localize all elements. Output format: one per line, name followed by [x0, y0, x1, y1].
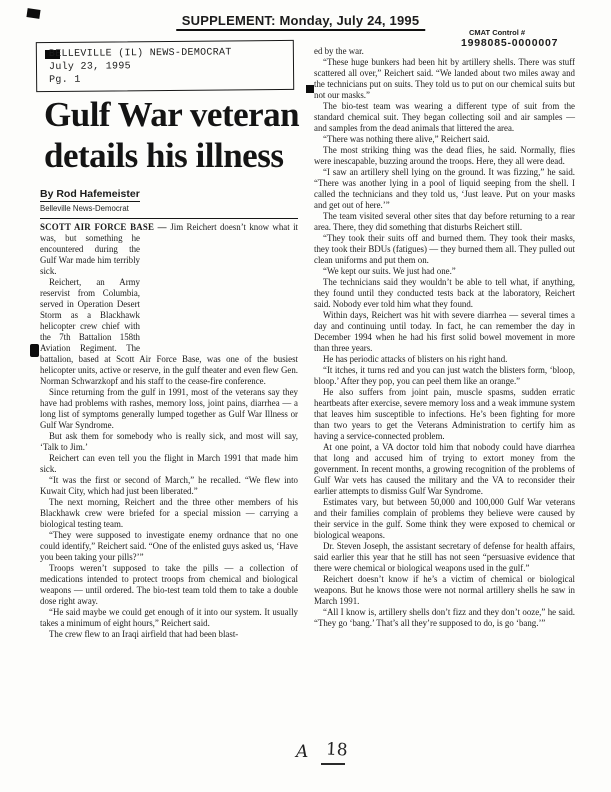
article-paragraph: But ask them for somebody who is really sick, and most will say, ‘Talk to Jim.’ [40, 431, 298, 452]
article-paragraph: “They were supposed to investigate enemy ordnance that no one could identify,” Reichert said. “One of the enlisted guys asked us, ‘Have you been taking your pills?’” [40, 530, 298, 562]
article-paragraph: The most striking thing was the dead flies, he said. Normally, flies were inescapable, buzzing around the troops. Here, they all were dead. [314, 145, 575, 166]
cmat-control-label: CMAT Control # [469, 28, 526, 37]
article-paragraph: The technicians said they wouldn’t be able to tell what, if anything, they found until they conducted tests back at the laboratory, Reichert said. Nobody ever told him what they found. [314, 277, 575, 309]
source-publication: BELLEVILLE (IL) NEWS-DEMOCRAT [48, 47, 232, 61]
article-paragraph: Reichert can even tell you the flight in March 1991 that made him sick. [40, 453, 298, 474]
article-paragraph: Troops weren’t supposed to take the pills — a collection of medications intended to protect troops from chemical and biological weapons — until ordered. The bio-test team told them to take a double dose right away. [40, 563, 298, 606]
article-paragraph: The crew flew to an Iraqi airfield that had been blast- [49, 629, 239, 639]
article-paragraph: Reichert, an Army reservist from Columbia, served in Operation Desert Storm as a Blackhawk helicopter crew chief with the 7th Battalion 158th Aviation Regiment. The battalion, based at Scott Air Force Base, was one of the busiest helicopter units, active or reserve, in the gulf theater and even flew Gen. Norman Schwarzkopf and his staff to the cease-fire conference. [40, 277, 298, 386]
article-paragraph: “All I know is, artillery shells don’t fizz and they don’t ooze,” he said. “They go ‘bang.’ That’s all they’re supposed to do, is go ‘bang.’” [314, 607, 575, 628]
article-paragraph: The bio-test team was wearing a different type of suit from the standard chemical suit. They began collecting soil and air samples — and samples from the dead animals that littered the area. [314, 101, 575, 133]
dateline: SCOTT AIR FORCE BASE — [40, 222, 171, 232]
article-column-right [314, 46, 575, 629]
article-paragraph: Estimates vary, but between 50,000 and 100,000 Gulf War veterans and their families complain of problems they believe were caused by their service in the gulf. Some think they were exposed to chemical or biological weapons. [314, 497, 575, 540]
article-paragraph: Reichert doesn’t know if he’s a victim of chemical or biological weapons. But he knows those were not normal artillery shells he saw in March 1991. [314, 574, 575, 606]
byline-credit: Belleville News-Democrat [40, 204, 129, 213]
source-date: July 23, 1995 [48, 61, 131, 74]
lead-text-rest: was, but something he encountered during the Gulf War made him terribly sick. [40, 233, 140, 276]
article-paragraph: The team visited several other sites that day before returning to a rear area. There, they did something that disturbs Reichert still. [314, 211, 575, 232]
article-paragraph: Since returning from the gulf in 1991, most of the veterans say they have had problems with rashes, memory loss, joint pains, diarrhea — a long list of symptoms generally lumped together as Gulf War Illness or Gulf War Syndrome. [40, 387, 298, 430]
headline [44, 94, 299, 176]
article-paragraph: Dr. Steven Joseph, the assistant secretary of defense for health affairs, said earlier this year that he still has not seen “persuasive evidence that there were chemical or biological weapons used in the gulf.” [314, 541, 575, 573]
photo-gap [146, 235, 298, 347]
cmat-control-number: 1998085-0000007 [461, 37, 559, 49]
article-paragraph: “These huge bunkers had been hit by artillery shells. There was stuff scattered all over,” Reichert said. “We landed about two miles away and the technicians put on suits. They told us to put on our chemical suits but not our masks.” [314, 57, 575, 100]
article-paragraph: He has periodic attacks of blisters on his right hand. [323, 354, 508, 364]
article-paragraph: “He said maybe we could get enough of it into our system. It usually takes a minimum of eight hours,” Reichert said. [40, 607, 298, 628]
article-column-left [40, 222, 298, 640]
article-paragraph: At one point, a VA doctor told him that nobody could have diarrhea that long and accused him of trying to extort money from the government. In recent months, a growing recognition of the problems of Gulf War vets has caused the military and the VA to reconsider their earlier attempts to dismiss Gulf War Syndrome. [314, 442, 575, 496]
article-paragraph: “They took their suits off and burned them. They took their masks, they took their BDUs (fatigues) — they burned them all. They pulled out clean uniforms and put them on. [314, 233, 575, 265]
article-paragraph: He also suffers from joint pain, muscle spasms, sudden erratic heartbeats after exercise, severe memory loss and a weak immune system that leaves him susceptible to infections. He’s been fighting for more than two years to get the Veterans Administration to certify him as having a service-connected problem. [314, 387, 575, 441]
article-paragraph: “It was the first or second of March,” he recalled. “We flew into Kuwait City, which had just been liberated.” [40, 475, 298, 496]
page-mark-b: 18 [325, 739, 349, 761]
supplement-header: SUPPLEMENT: Monday, July 24, 1995 [176, 13, 426, 31]
article-paragraph: “It itches, it turns red and you can just watch the blisters form, ‘bloop, bloop.’ After they pop, you can peel them like an orange.” [314, 365, 575, 386]
source-page: Pg. 1 [49, 74, 81, 87]
page-mark-underline [321, 763, 345, 765]
scan-artifact [26, 8, 40, 19]
article-paragraph: Within days, Reichert was hit with severe diarrhea — several times a day and continuing until today. In fact, he can remember the day in December 1994 when he had his first solid bowel movement in more than three years. [314, 310, 575, 353]
article-paragraph: ed by the war. [314, 46, 364, 56]
scan-artifact [30, 344, 39, 357]
article-paragraph: “There was nothing there alive,” Reichert said. [323, 134, 490, 144]
byline-author: By Rod Hafemeister [40, 188, 140, 200]
page-mark-a: A [296, 742, 309, 762]
lead-text-start: Jim Reichert doesn’t know what it [170, 222, 298, 232]
headline-line2: details his illness [44, 136, 284, 175]
article-paragraph: “I saw an artillery shell lying on the ground. It was fizzing,” he said. “There was another lying in a pool of liquid seeping from the shell. I called the technicians and they told us, ‘Just leave. Put on your masks and get out of here.’” [314, 167, 575, 210]
source-box [36, 40, 294, 92]
article-lead-paragraph [40, 222, 298, 277]
scan-artifact [306, 85, 314, 93]
byline-block [40, 184, 298, 219]
article-paragraph: “We kept our suits. We just had one.” [323, 266, 456, 276]
headline-line1: Gulf War veteran [44, 95, 300, 134]
article-paragraph: The next morning, Reichert and the three other members of his Blackhawk crew were briefed for a special mission — carrying a biological testing team. [40, 497, 298, 529]
